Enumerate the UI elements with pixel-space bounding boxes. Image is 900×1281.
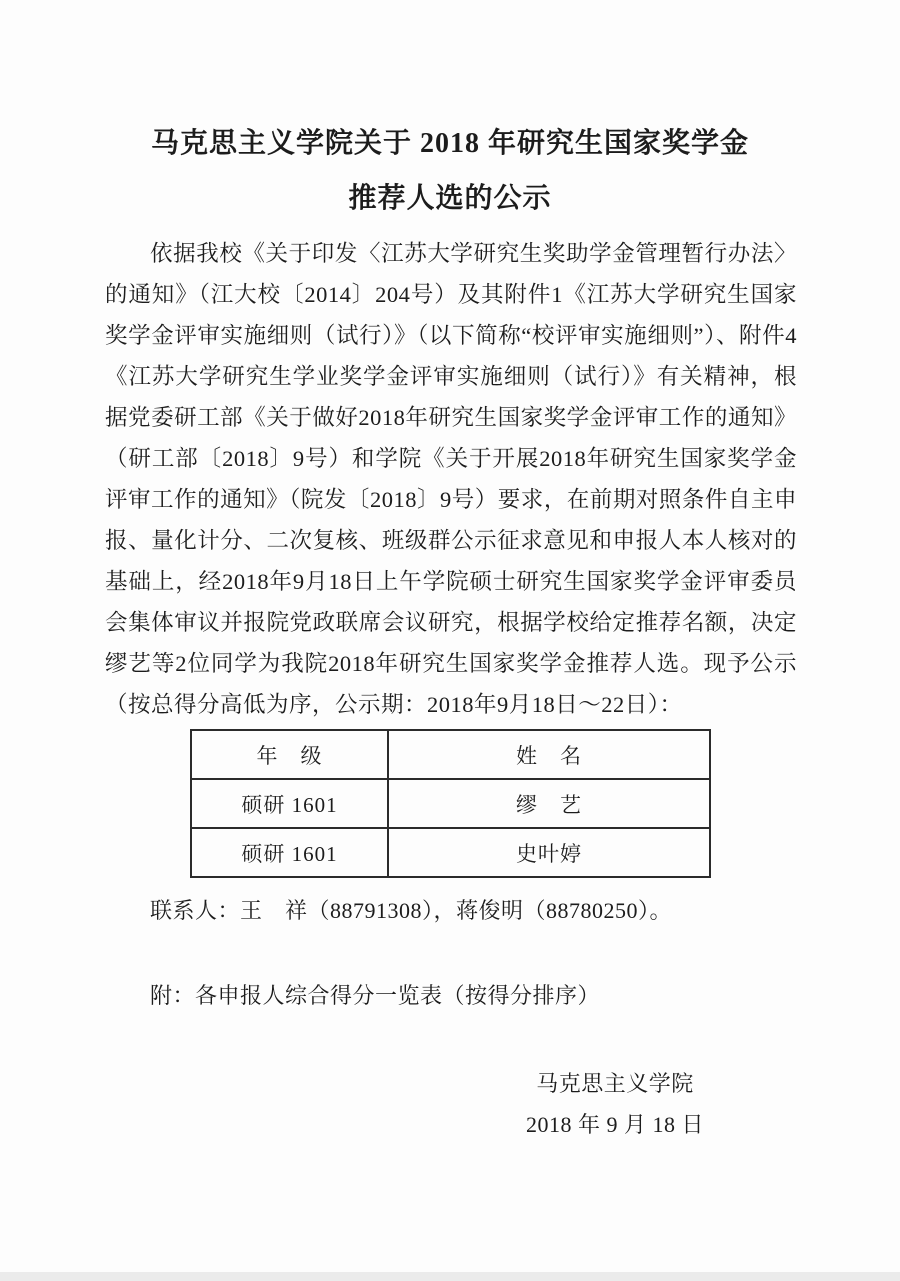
table-row bbox=[191, 779, 710, 828]
contact-line: 联系人：王 祥（88791308），蒋俊明（88780250）。 bbox=[150, 898, 673, 923]
table-cell-grade: 硕研 1601 bbox=[191, 779, 388, 828]
title-line-2: 推荐人选的公示 bbox=[348, 183, 552, 214]
table-header-name: 姓 名 bbox=[388, 730, 710, 779]
table-cell-grade: 硕研 1601 bbox=[191, 828, 388, 877]
table-header-row bbox=[191, 730, 710, 779]
document-title bbox=[0, 116, 900, 226]
signature-date: 2018 年 9 月 18 日 bbox=[525, 1112, 704, 1137]
signature-block bbox=[526, 1063, 704, 1145]
table-cell-name: 史叶婷 bbox=[388, 828, 710, 877]
table-cell-name: 缪 艺 bbox=[388, 779, 710, 828]
signature-org: 马克思主义学院 bbox=[536, 1071, 694, 1096]
page-bottom-edge bbox=[0, 1272, 900, 1281]
candidates-table bbox=[190, 729, 711, 878]
attachment-note: 附：各申报人综合得分一览表（按得分排序） bbox=[150, 983, 601, 1008]
body-paragraph: 依据我校《关于印发〈江苏大学研究生奖助学金管理暂行办法〉的通知》（江大校〔2014〕204号）及其附件1《江苏大学研究生国家奖学金评审实施细则（试行）》（以下简称“校评审实施细则”）、附件4《江苏大学研究生学业奖学金评审实施细则（试行）》有关精神，根据党委研工部《关于做好2018年研究生国家奖学金评审工作的通知》（研工部〔2018〕9号）和学院《关于开展2018年研究生国家奖学金评审工作的通知》（院发〔2018〕9号）要求，在前期对照条件自主申报、量化计分、二次复核、班级群公示征求意见和申报人本人核对的基础上，经2018年9月18日上午学院硕士研究生国家奖学金评审委员会集体审议并报院党政联席会议研究，根据学校给定推荐名额，决定缪艺等2位同学为我院2018年研究生国家奖学金推荐人选。现予公示（按总得分高低为序，公示期：2018年9月18日～22日）： bbox=[105, 241, 797, 717]
title-line-1: 马克思主义学院关于 2018 年研究生国家奖学金 bbox=[150, 128, 749, 159]
table-row bbox=[191, 828, 710, 877]
table-header-grade: 年 级 bbox=[191, 730, 388, 779]
